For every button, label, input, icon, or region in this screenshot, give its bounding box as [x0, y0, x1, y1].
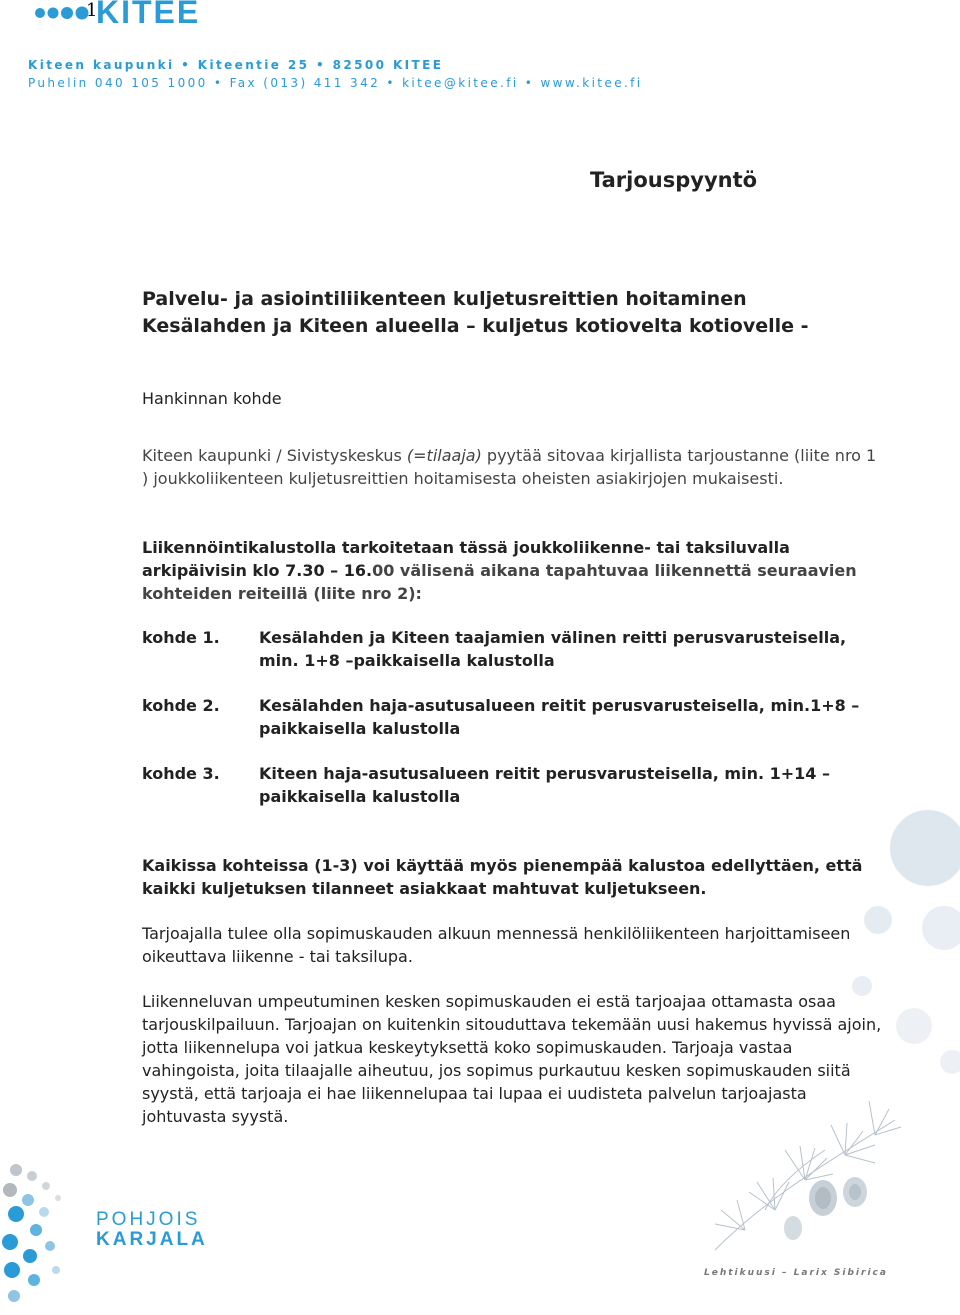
footer-decorative-dots	[0, 1160, 100, 1310]
address-line-2: Puhelin 040 105 1000 • Fax (013) 411 342 • kitee@kitee.fi • www.kitee.fi	[28, 76, 643, 90]
item-label: kohde 1.	[142, 628, 220, 647]
address-line-1: Kiteen kaupunki • Kiteentie 25 • 82500 KITEE	[28, 58, 444, 72]
section-title: Hankinnan kohde	[142, 389, 282, 408]
item-label: kohde 2.	[142, 696, 220, 715]
item-text: Kiteen haja-asutusalueen reitit perusvarusteisella, min. 1+14 –paikkaisella kalustolla	[259, 764, 830, 806]
item-label: kohde 3.	[142, 764, 220, 783]
license-paragraph: Liikenneluvan umpeutuminen kesken sopimuskauden ei estä tarjoajaa ottamasta osaa tarjouskilpailuun. Tarjoajan on kuitenkin sitouduttava tekemään uusi hakemus hyvissä ajoin, jotta liikennelupa voi jatkua keskeytyksettä koko sopimuskauden. Tarjoaja vastaa vahingoista, joita tilaajalle aiheutuu, jos sopimus purkautuu kesken sopimuskauden siitä syystä, että tarjoaja ei hae liikennelupaa tai lupaa ei uudisteta palvelun tarjoajasta johtuvasta syystä.	[142, 992, 882, 1126]
definition-text: Liikennöintikalustolla tarkoitetaan tässä joukkoliikenne- tai taksiluvalla arkipäivisin klo 7.30 – 16.	[142, 538, 790, 580]
footer-caption: Lehtikuusi – Larix Sibirica	[704, 1268, 888, 1278]
pohjois-karjala-logo	[96, 1210, 208, 1250]
definition-paragraph	[142, 536, 882, 605]
intro-text-b: (=tilaaja)	[406, 446, 482, 465]
item-text: Kesälahden haja-asutusalueen reitit perusvarusteisella, min.1+8 –paikkaisella kalustolla	[259, 696, 860, 738]
pk-logo-line-2: KARJALA	[96, 1229, 208, 1250]
heading-line-2: Kesälahden ja Kiteen alueella – kuljetus kotiovelta kotiovelle -	[142, 315, 809, 337]
decorative-circles	[840, 800, 960, 1120]
conditions-paragraph: Tarjoajalla tulee olla sopimuskauden alkuun mennessä henkilöliikenteen harjoittamiseen oikeuttava liikenne - tai taksilupa.	[142, 924, 851, 966]
larch-branch-illustration	[705, 1080, 905, 1260]
kitee-logo: KITEE	[96, 0, 201, 30]
all-items-paragraph: Kaikissa kohteissa (1-3) voi käyttää myös pienempää kalustoa edellyttäen, että kaikki kuljetuksen tilanneet asiakkaat mahtuvat kuljetukseen.	[142, 856, 863, 898]
definition-text-cont: 00 välisenä aikana tapahtuvaa liikennettä seuraavien kohteiden reiteillä (liite nro 2):	[142, 561, 857, 603]
item-text: Kesälahden ja Kiteen taajamien välinen reitti perusvarusteisella, min. 1+8 –paikkaisella kalustolla	[259, 628, 847, 670]
document-title: Tarjouspyyntö	[590, 168, 758, 192]
intro-text-c: pyytää sitovaa kirjallista tarjoustanne (liite nro 1 ) joukkoliikenteen kuljetusreittien hoitamisesta oheisten asiakirjojen mukaisesti.	[142, 446, 877, 488]
heading-line-1: Palvelu- ja asiointiliikenteen kuljetusreittien hoitaminen	[142, 288, 747, 310]
pk-logo-line-1: POHJOIS	[96, 1209, 201, 1230]
intro-text-a: Kiteen kaupunki / Sivistyskeskus	[142, 446, 407, 465]
intro-paragraph	[142, 444, 882, 490]
page-number: 1	[86, 0, 98, 21]
